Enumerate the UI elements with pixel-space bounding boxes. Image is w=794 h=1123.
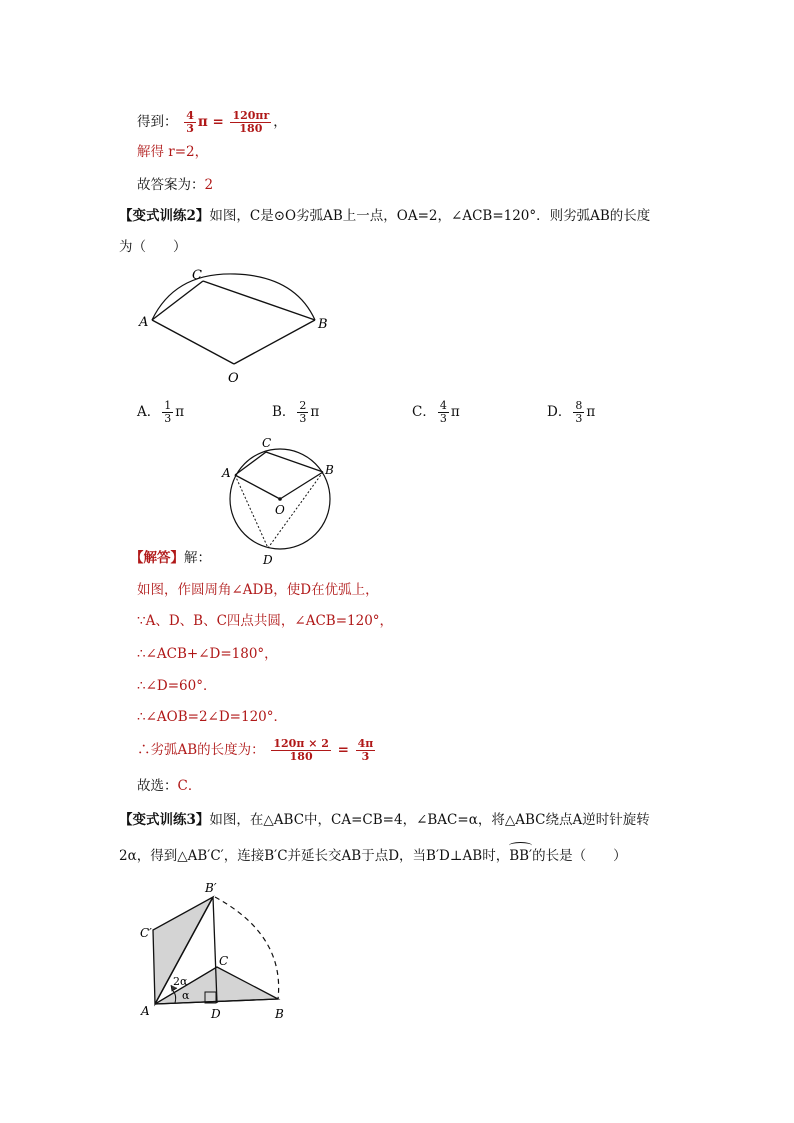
label-o: O (228, 371, 239, 386)
arc-acb (152, 274, 315, 320)
problem3-text-line2 (119, 846, 627, 866)
problem3-statement-2: 2α，得到△AB′C′，连接B′C并延长交AB于点D，当B′D⊥AB时， (119, 848, 510, 864)
problem2-text-line1 (119, 206, 650, 226)
label-d: D (211, 1007, 221, 1021)
answer-prefix: 故答案为： (137, 177, 205, 193)
problem2-figure (130, 262, 340, 387)
option-c[interactable]: C． $\frac{4}{3}$ π (412, 399, 460, 425)
label-b-prime: B′ (205, 881, 217, 895)
solution-intro: 解： (184, 550, 211, 566)
problem3-text-line1 (119, 810, 650, 830)
label-a: A (139, 315, 149, 330)
suffix-text: ， (273, 114, 287, 130)
label-a: A (222, 466, 231, 480)
option-d[interactable]: D． $\frac{8}{3}$ π (547, 399, 596, 425)
pi-symbol: π (197, 114, 208, 130)
label-c: C (192, 268, 202, 283)
problem3-tag: 【变式训练3】 (119, 812, 210, 828)
segment-cb (203, 281, 315, 320)
label-o: O (275, 503, 285, 517)
length-fraction: $\frac{120\pi \times 2}{180}$ (273, 737, 329, 763)
fraction-lhs: $\frac{4}{3}$ (186, 109, 194, 135)
label-2alpha: 2α (173, 975, 188, 988)
option-a[interactable]: A． $\frac{1}{3}$ π (137, 399, 185, 425)
problem2-statement: 如图，C是⊙O劣弧AB上一点，OA=2，∠ACB=120°．则劣弧AB的长度 (209, 208, 651, 224)
segment-ao (235, 475, 280, 499)
label-c-prime: C′ (140, 926, 152, 940)
label-b: B (275, 1007, 284, 1021)
problem3-statement: 如图，在△ABC中，CA=CB=4，∠BAC=α，将△ABC绕点A逆时针旋转 (209, 812, 650, 828)
solution-header (130, 548, 211, 568)
option-b[interactable]: B． $\frac{2}{3}$ π (272, 399, 320, 425)
solution-step-1: 如图，作圆周角∠ADB，使D在优弧上， (137, 582, 379, 598)
solution-step-5: ∴∠AOB=2∠D=120°． (137, 709, 288, 725)
equals-sign: = (337, 742, 349, 758)
equals-sign: = (212, 114, 224, 130)
choice-value: C． (177, 778, 202, 794)
solution-choice (137, 776, 201, 796)
solution-tag: 【解答】 (130, 550, 184, 566)
center-point (278, 497, 282, 501)
answer-value: 2 (204, 177, 214, 193)
problem2-tag: 【变式训练2】 (119, 208, 210, 224)
choice-prefix: 故选： (137, 778, 178, 794)
prev-solution-line1 (137, 106, 287, 138)
arc-bb-label: BB′ (509, 846, 532, 866)
label-a: A (141, 1004, 150, 1018)
segment-ac (152, 281, 203, 320)
label-b: B (318, 317, 328, 332)
length-result: $\frac{4\pi}{3}$ (357, 737, 374, 763)
solution-step-3: ∴∠ACB+∠D=180°， (137, 646, 278, 662)
prev-solution-line3 (137, 175, 213, 195)
solution-step-4: ∴∠D=60°． (137, 678, 217, 694)
segment-ad (235, 475, 268, 548)
label-b: B (325, 463, 334, 477)
segment-ac (235, 452, 266, 475)
label-c: C (262, 436, 272, 450)
prefix-text: 得到： (137, 114, 178, 130)
segment-ob (234, 320, 315, 364)
segment-ao (152, 320, 234, 364)
problem3-statement-3: 的长是（ ） (532, 848, 627, 864)
segment-ob (280, 472, 323, 499)
solution-figure (215, 432, 345, 567)
label-c: C (219, 954, 229, 968)
prev-solution-line2: 解得 r=2， (137, 144, 209, 160)
label-d: D (263, 553, 273, 567)
problem2-text-line2: 为（ ） (119, 239, 187, 255)
label-alpha: α (182, 989, 190, 1002)
solution-step-2: ∵A、D、B、C四点共圆，∠ACB=120°， (137, 613, 394, 629)
problem3-figure (135, 875, 295, 1025)
solution-length-line (137, 732, 377, 768)
length-prefix: ∴劣弧AB的长度为： (137, 742, 265, 758)
fraction-rhs: $\frac{120\pi r}{180}$ (232, 109, 270, 135)
